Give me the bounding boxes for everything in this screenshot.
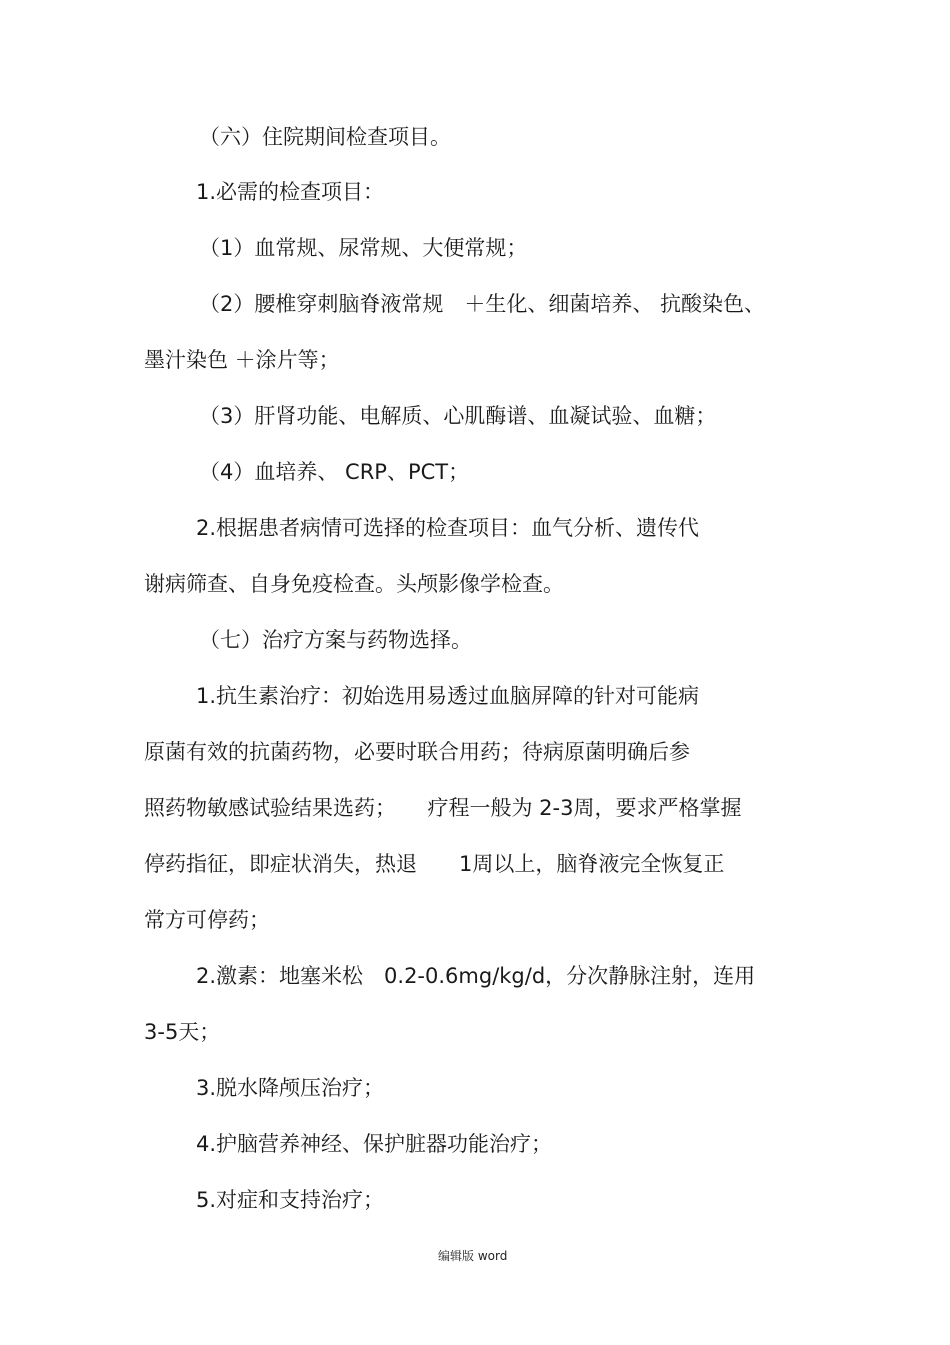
paragraph-line: 照药物敏感试验结果选药； 疗程一般为 2-3周，要求严格掌握 (144, 796, 742, 820)
page-footer: 编辑版 word (438, 1249, 508, 1263)
paragraph-line: 墨汁染色 ＋涂片等； (144, 348, 340, 372)
paragraph-line: 5.对症和支持治疗； (196, 1188, 385, 1212)
paragraph-line: 3-5天； (144, 1020, 221, 1044)
section-heading-7: （七）治疗方案与药物选择。 (199, 628, 472, 652)
paragraph-line: 2.根据患者病情可选择的检查项目：血气分析、遗传代 (196, 516, 700, 540)
paragraph-line: （3）肝肾功能、电解质、心肌酶谱、血凝试验、血糖； (199, 404, 717, 428)
section-heading-6: （六）住院期间检查项目。 (199, 125, 451, 149)
paragraph-line: 谢病筛查、自身免疫检查。头颅影像学检查。 (144, 572, 564, 596)
paragraph-line: 4.护脑营养神经、保护脏器功能治疗； (196, 1132, 553, 1156)
paragraph-line: 1.必需的检查项目： (196, 180, 385, 204)
paragraph-line: （4）血培养、 CRP、PCT； (199, 460, 470, 484)
paragraph-line: 常方可停药； (144, 908, 270, 932)
paragraph-line: 原菌有效的抗菌药物，必要时联合用药；待病原菌明确后参 (144, 740, 690, 764)
paragraph-line: 2.激素：地塞米松 0.2-0.6mg/kg/d，分次静脉注射，连用 (196, 964, 756, 988)
paragraph-line: 停药指征，即症状消失，热退 1周以上，脑脊液完全恢复正 (144, 852, 725, 876)
paragraph-line: （1）血常规、尿常规、大便常规； (199, 236, 528, 260)
paragraph-line: 1.抗生素治疗：初始选用易透过血脑屏障的针对可能病 (196, 684, 700, 708)
paragraph-line: 3.脱水降颅压治疗； (196, 1076, 385, 1100)
paragraph-line: （2）腰椎穿刺脑脊液常规 ＋生化、细菌培养、 抗酸染色、 (199, 292, 766, 316)
